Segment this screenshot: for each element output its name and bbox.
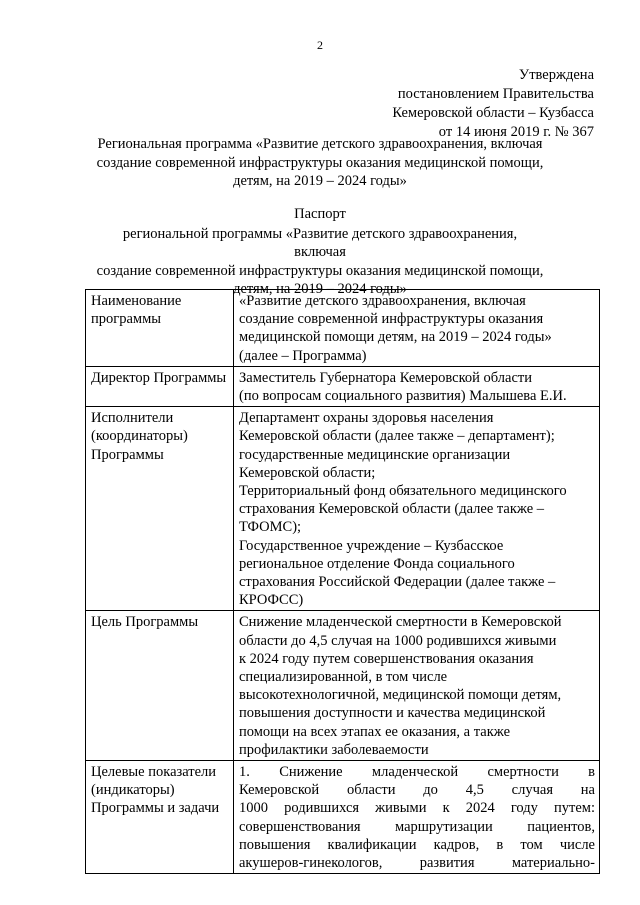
row-value-director: Заместитель Губернатора Кемеровской области (по вопросам социального развития) Малышева Е.И. [234,366,600,406]
table-row [86,366,600,406]
row-value-executors: Департамент охраны здоровья населения Кемеровской области (далее также – департамент); государственные медицинские организации Кемеровской области; Территориальный фонд обязательного медицинского страхования Кемеровской области (далее также – ТФОМС); Государственное учреждение – Кузбасское региональное отделение Фонда социального страхования Российской Федерации (далее также – КРОФСС) [234,407,600,611]
approval-line: Кемеровской области – Кузбасса [392,105,594,121]
program-title-line: детям, на 2019 – 2024 годы» [233,173,407,189]
passport-title-block [96,205,544,299]
passport-title-line: региональной программы «Развитие детского здравоохранения, включая [122,225,518,260]
program-title-line: Региональная программа «Развитие детского здравоохранения, включая [97,136,543,152]
table-row [86,290,600,367]
row-label-goal: Цель Программы [86,611,234,761]
row-label-indicators: Целевые показатели (индикаторы) Программы и задачи [86,761,234,874]
table-row [86,611,600,761]
table-row [86,761,600,874]
row-label-director: Директор Программы [86,366,234,406]
row-label-program-name: Наименование программы [86,290,234,367]
approval-line: постановлением Правительства [397,86,594,102]
row-label-executors: Исполнители (координаторы) Программы [86,407,234,611]
passport-title-line: детям, на 2019 – 2024 годы» [233,281,407,297]
program-title [96,135,544,191]
row-value-indicators: 1. Снижение младенческой смертности в Кемеровской области до 4,5 случая на 1000 родившихся живыми к 2024 году путем: совершенствования маршрутизации пациентов, повышения квалификации кадров, в том числе акушеров-гинекологов, развития материально- [234,761,600,874]
program-title-line: создание современной инфраструктуры оказания медицинской помощи, [96,154,544,171]
page-number: 2 [317,38,323,52]
row-value-program-name: «Развитие детского здравоохранения, включая создание современной инфраструктуры оказания медицинской помощи детям, на 2019 – 2024 годы» (далее – Программа) [234,290,600,367]
approval-line: от 14 июня 2019 г. № 367 [438,124,594,140]
table-row [86,407,600,611]
approval-stamp [340,66,594,142]
passport-heading: Паспорт [294,206,346,222]
row-value-goal: Снижение младенческой смертности в Кемеровской области до 4,5 случая на 1000 родившихся живыми к 2024 году путем совершенствования оказания специализированной, в том числе высокотехнологичной, медицинской помощи детям, повышения доступности и качества медицинской помощи на всех этапах ее оказания, а также профилактики заболеваемости [234,611,600,761]
passport-title-line: создание современной инфраструктуры оказания медицинской помощи, [96,262,544,279]
approval-line: Утверждена [518,67,594,83]
passport-table [85,289,600,874]
